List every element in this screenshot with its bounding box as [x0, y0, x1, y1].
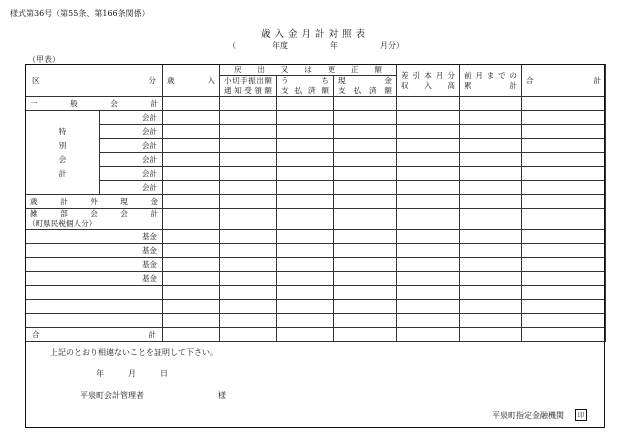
header-sub1-line1: 小切手振出額	[224, 76, 272, 85]
header-zengetsu-line2: 累計	[464, 80, 518, 90]
date-month: 月	[128, 369, 136, 378]
header-sub3-line1: 現金	[338, 76, 393, 85]
kaikei-label: 会計	[100, 167, 163, 181]
header-sashihiki-line1: 差引本月分	[401, 70, 456, 80]
kohyo-label: （甲表）	[28, 55, 60, 64]
tokubetsu-char-4: 計	[58, 168, 67, 178]
row-saikeigai-label: 歳計外現金	[26, 195, 163, 209]
header-sub1-line2: 通知受領額	[224, 86, 272, 95]
honorific-sama: 様	[218, 391, 226, 400]
kaikei-label: 会計	[100, 139, 163, 153]
kikin-label: 基金	[26, 272, 163, 286]
header-sashihiki-line2: 収入高	[401, 80, 456, 90]
kikin-label: 基金	[26, 244, 163, 258]
form-frame	[25, 64, 605, 428]
period-month: 月分）	[380, 41, 404, 50]
header-zengetsu-line1: 前月までの	[464, 70, 518, 80]
kikin-label: 基金	[26, 258, 163, 272]
designated-bank: 平泉町指定金融機関	[492, 411, 564, 420]
period-open: （	[228, 41, 236, 50]
row-total-label: 合計	[26, 328, 163, 342]
seal-stamp: 印	[575, 409, 587, 421]
kaikei-label: 会計	[100, 111, 163, 125]
header-gokei: 合計	[522, 65, 606, 97]
header-sainyu: 歳入	[163, 65, 220, 97]
tokubetsu-char-3: 会	[58, 154, 67, 164]
certify-text: 上記のとおり相違ないことを証明して下さい。	[50, 348, 218, 357]
header-sub3-line2: 支払済額	[338, 86, 393, 95]
header-sub2-line1: うち	[281, 76, 329, 85]
row-ippan-label: 一般会計	[26, 97, 163, 111]
kaikei-label: 会計	[100, 125, 163, 139]
kaikei-label: 会計	[100, 153, 163, 167]
kikin-label: 基金	[26, 230, 163, 244]
tokubetsu-char-2: 別	[58, 140, 67, 150]
date-day: 日	[160, 369, 168, 378]
period-fiscal-year: 年度	[272, 41, 288, 50]
tokubetsu-char-1: 特	[58, 126, 67, 136]
page-title: 歳入金月計対照表	[260, 29, 369, 40]
zatsubu-line2: （町県民税個人分）	[28, 219, 97, 228]
zatsubu-line1: 雑部会会計	[30, 209, 158, 218]
manager-title: 平泉町会計管理者	[80, 391, 144, 400]
header-kubun: 区分	[26, 65, 163, 97]
period-year: 年	[330, 41, 338, 50]
header-teisei: 戻出又は更正額	[220, 65, 397, 76]
kaikei-label: 会計	[100, 181, 163, 195]
header-sub2-line2: 支払済額	[281, 86, 329, 95]
date-year: 年	[96, 369, 104, 378]
form-reference: 様式第36号（第55条、第166条関係）	[10, 9, 150, 18]
